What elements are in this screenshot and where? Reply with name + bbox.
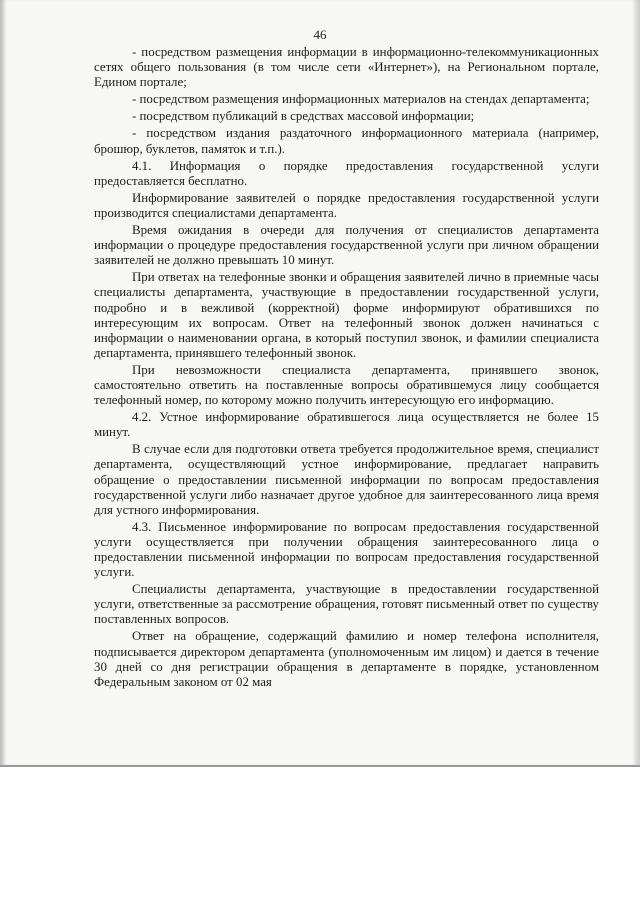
page-shadow-left — [0, 0, 6, 765]
paragraph: - посредством издания раздаточного информационного материала (например, брошюр, буклетов, памяток и т.п.). — [94, 126, 599, 156]
paragraph: 4.3. Письменное информирование по вопросам предоставления государственной услуги осуществляется при получении обращения заинтересованного лица о предоставлении письменной информации по вопросам предоставления государственной услуги. — [94, 519, 599, 580]
paragraph: Информирование заявителей о порядке предоставления государственной услуги производится специалистами департамента. — [94, 190, 599, 220]
paragraph: В случае если для подготовки ответа требуется продолжительное время, специалист департамента, осуществляющий устное информирование, предлагает направить обращение о предоставлении письменной информации по вопросам предоставления государственной услуги либо назначает другое удобное для заинтересованного лица время для устного информирования. — [94, 442, 599, 517]
paragraph: Специалисты департамента, участвующие в предоставлении государственной услуги, ответственные за рассмотрение обращения, готовят письменный ответ по существу поставленных вопросов. — [94, 582, 599, 627]
paragraph: При невозможности специалиста департамента, принявшего звонок, самостоятельно ответить на поставленные вопросы обратившемуся лицу сообщается телефонный номер, по которому можно получить интересующую его информацию. — [94, 362, 599, 408]
paragraph: При ответах на телефонные звонки и обращения заявителей лично в приемные часы специалисты департамента, участвующие в предоставлении государственной услуги, подробно и в вежливой (корректной) форме информируют обратившихся по интересующим их вопросам. Ответ на телефонный звонок должен начинаться с информации о наименовании органа, в который поступил звонок, и фамилии специалиста департамента, принявшего телефонный звонок. — [94, 270, 599, 360]
paragraph: - посредством размещения информации в информационно-телекоммуникационных сетях общего пользования (в том числе сети «Интернет»), на Региональном портале, Едином портале; — [94, 45, 599, 90]
paragraph: Ответ на обращение, содержащий фамилию и номер телефона исполнителя, подписывается директором департамента (уполномоченным им лицом) и дается в течение 30 дней со дня регистрации обращения в департаменте в порядке, установленном Федеральным законом от 02 мая — [94, 629, 599, 689]
page-number: 46 — [313, 27, 327, 42]
page-shadow-right — [632, 0, 640, 765]
paragraph: 4.2. Устное информирование обратившегося лица осуществляется не более 15 минут. — [94, 410, 599, 440]
document-body — [94, 45, 599, 690]
paragraph: - посредством публикаций в средствах массовой информации; — [132, 109, 475, 124]
paragraph: Время ожидания в очереди для получения от специалистов департамента информации о процедуре предоставления государственной услуги при личном обращении заявителей не должно превышать 10 минут. — [94, 223, 599, 268]
paragraph: 4.1. Информация о порядке предоставления государственной услуги предоставляется бесплатно. — [94, 158, 599, 188]
paragraph: - посредством размещения информационных материалов на стендах департамента; — [132, 92, 590, 107]
